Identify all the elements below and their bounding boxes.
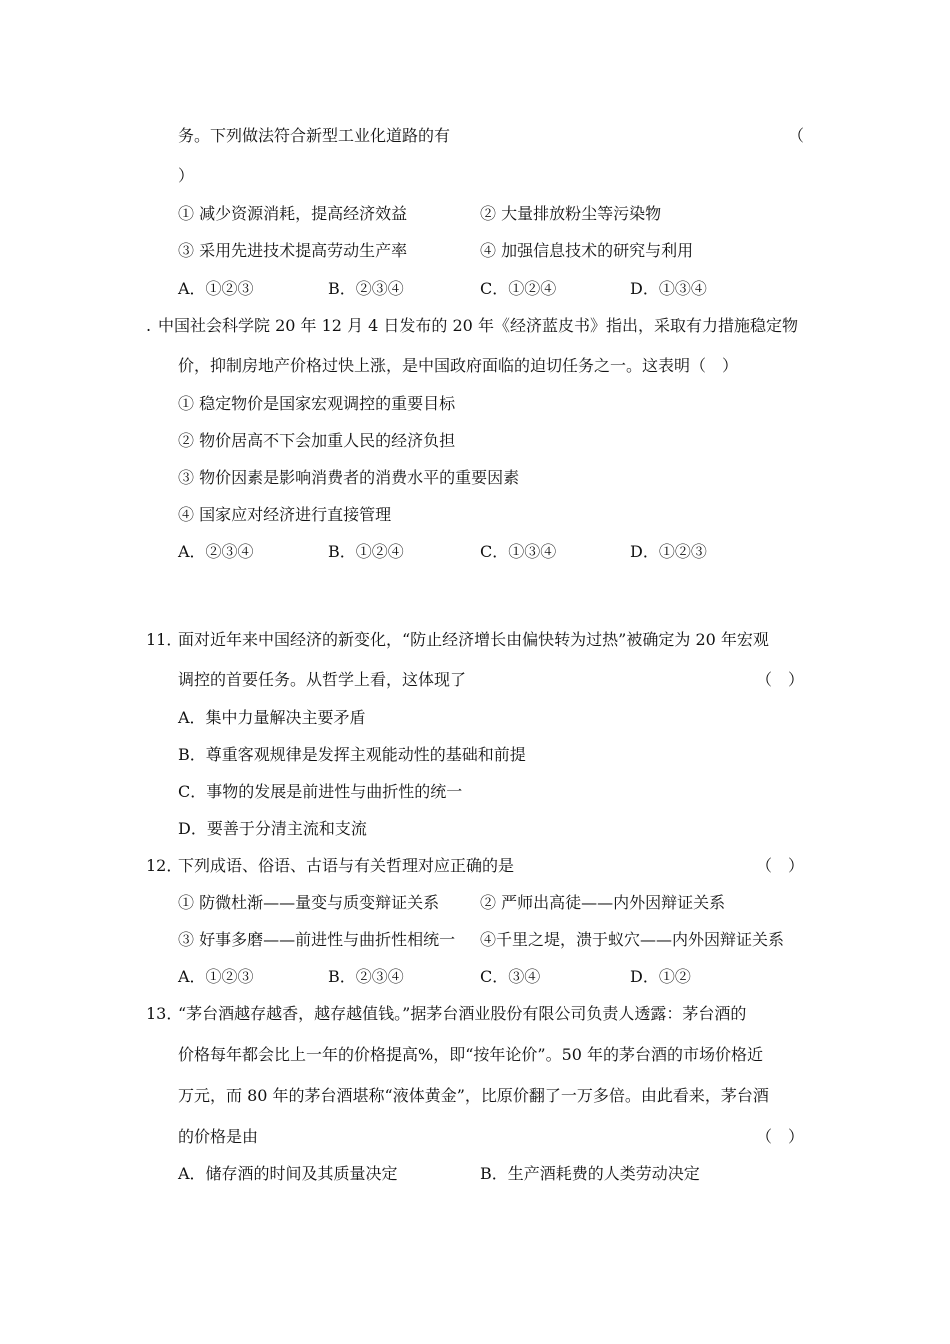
- statement-item: ② 严师出高徒——内外因辩证关系: [480, 893, 726, 912]
- question-text-line: 中国社会科学院 20 年 12 月 4 日发布的 20 年《经济蓝皮书》指出，采取有力措施稳定物: [158, 316, 798, 335]
- statement-item: ③ 好事多磨——前进性与曲折性相统一: [178, 930, 456, 949]
- answer-option-c: C．事物的发展是前进性与曲折性的统一: [178, 782, 463, 801]
- question-number: 13．: [146, 1004, 183, 1023]
- question-number: .: [146, 316, 152, 335]
- answer-option-a: A．集中力量解决主要矛盾: [178, 708, 366, 727]
- statement-item: ③ 采用先进技术提高劳动生产率: [178, 241, 408, 260]
- answer-option-a: A．②③④: [178, 542, 254, 561]
- statement-item: ② 大量排放粉尘等污染物: [480, 204, 662, 223]
- question-number: 11．: [146, 630, 183, 649]
- question-text-line: 价，抑制房地产价格过快上涨，是中国政府面临的迫切任务之一。这表明（ ）: [178, 356, 739, 375]
- answer-option-d: D．①③④: [630, 279, 707, 298]
- answer-option-b: B．①②④: [328, 542, 404, 561]
- answer-option-b: B．尊重客观规律是发挥主观能动性的基础和前提: [178, 745, 526, 764]
- answer-option-b: B．②③④: [328, 967, 404, 986]
- question-text-line: 面对近年来中国经济的新变化，“防止经济增长由偏快转为过热”被确定为 20 年宏观: [178, 630, 769, 649]
- answer-option-b: B．②③④: [328, 279, 404, 298]
- answer-option-a: A．①②③: [178, 279, 254, 298]
- question-text-line: 价格每年都会比上一年的价格提高%，即“按年论价”。50 年的茅台酒的市场价格近: [178, 1045, 764, 1064]
- answer-paren: （ ）: [756, 1127, 805, 1146]
- answer-option-d: D．①②③: [630, 542, 707, 561]
- question-text-line: 万元，而 80 年的茅台酒堪称“液体黄金”，比原价翻了一万多倍。由此看来，茅台酒: [178, 1086, 769, 1105]
- answer-option-a: A．储存酒的时间及其质量决定: [178, 1164, 398, 1183]
- answer-paren: （ ）: [756, 856, 805, 875]
- answer-paren-open: （: [788, 126, 805, 145]
- question-text-line: 务。下列做法符合新型工业化道路的有: [178, 126, 451, 145]
- answer-paren-close: ）: [178, 166, 195, 185]
- question-text-line: 的价格是由: [178, 1127, 259, 1146]
- answer-option-c: C．③④: [480, 967, 541, 986]
- statement-item: ④千里之堤，溃于蚁穴——内外因辩证关系: [480, 930, 785, 949]
- statement-item: ① 防微杜渐——量变与质变辩证关系: [178, 893, 440, 912]
- statement-item: ④ 国家应对经济进行直接管理: [178, 505, 392, 524]
- answer-option-b: B．生产酒耗费的人类劳动决定: [480, 1164, 700, 1183]
- question-text-line: 下列成语、俗语、古语与有关哲理对应正确的是: [178, 856, 515, 875]
- statement-item: ② 物价居高不下会加重人民的经济负担: [178, 431, 456, 450]
- answer-option-d: D．要善于分清主流和支流: [178, 819, 367, 838]
- answer-option-c: C．①③④: [480, 542, 557, 561]
- question-text-line: “茅台酒越存越香，越存越值钱。”据茅台酒业股份有限公司负责人透露：茅台酒的: [178, 1004, 747, 1023]
- answer-option-c: C．①②④: [480, 279, 557, 298]
- question-number: 12．: [146, 856, 183, 875]
- statement-item: ① 稳定物价是国家宏观调控的重要目标: [178, 394, 456, 413]
- answer-option-d: D．①②: [630, 967, 691, 986]
- answer-option-a: A．①②③: [178, 967, 254, 986]
- question-text-line: 调控的首要任务。从哲学上看，这体现了: [178, 670, 467, 689]
- statement-item: ④ 加强信息技术的研究与利用: [480, 241, 694, 260]
- answer-paren: （ ）: [756, 670, 805, 689]
- statement-item: ① 减少资源消耗，提高经济效益: [178, 204, 408, 223]
- statement-item: ③ 物价因素是影响消费者的消费水平的重要因素: [178, 468, 520, 487]
